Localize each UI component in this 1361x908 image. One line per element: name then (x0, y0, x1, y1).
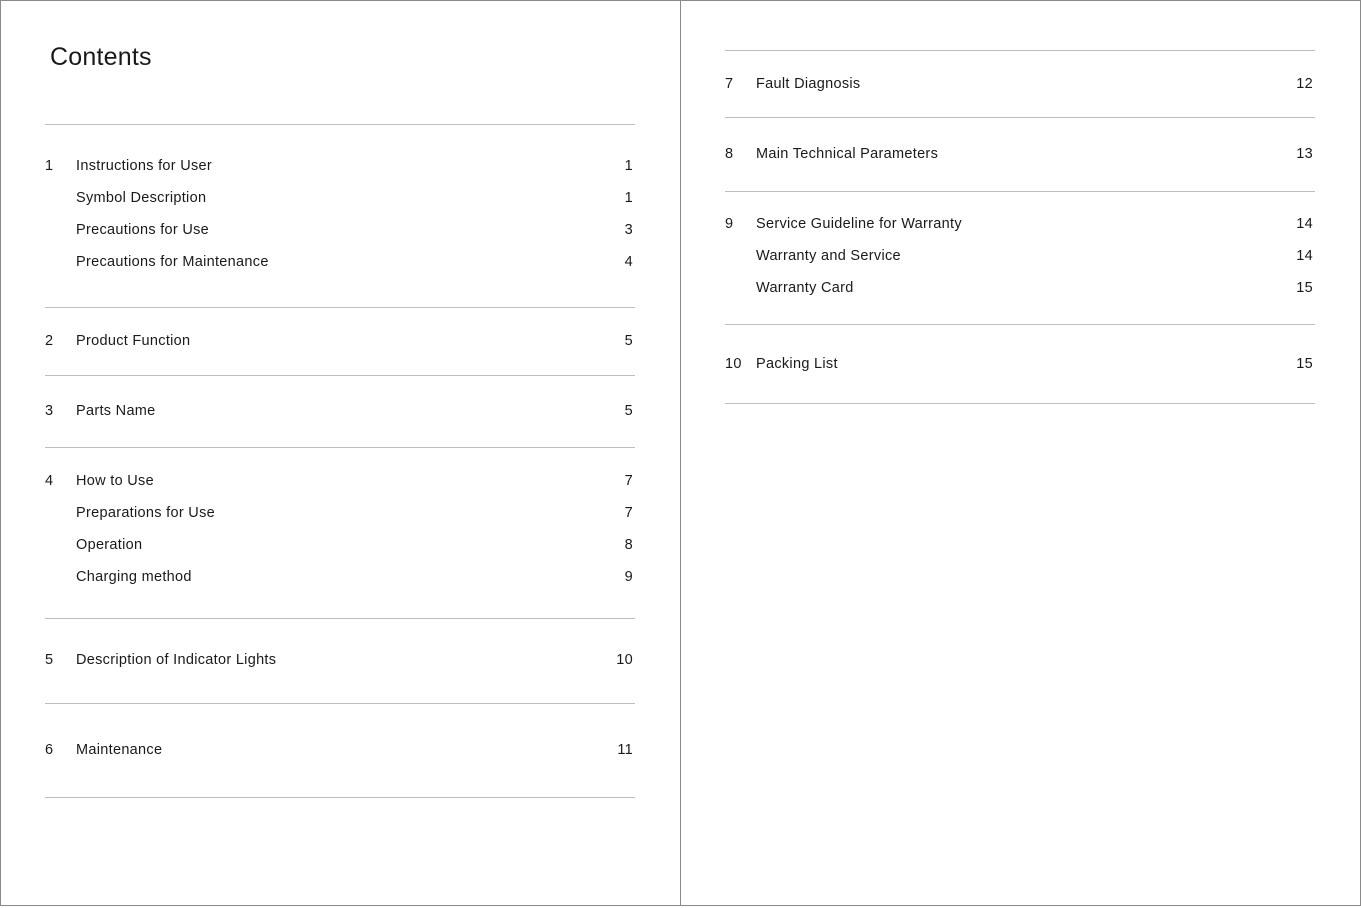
divider (45, 618, 635, 619)
entry-number: 10 (725, 356, 742, 372)
entry-title: Symbol Description (76, 190, 207, 206)
divider (45, 703, 635, 704)
entry-title: Description of Indicator Lights (76, 652, 277, 668)
page-title: Contents (50, 43, 152, 71)
toc-entry[interactable] (725, 143, 1315, 165)
entry-title: Fault Diagnosis (756, 76, 861, 92)
toc-entry[interactable] (45, 534, 635, 556)
entry-title: Service Guideline for Warranty (756, 216, 962, 232)
left-page (0, 0, 682, 906)
entry-page-number: 7 (624, 473, 633, 489)
entry-page-number: 4 (624, 254, 633, 270)
toc-entry[interactable] (725, 277, 1315, 299)
toc-entry[interactable] (45, 155, 635, 177)
toc-entry[interactable] (45, 219, 635, 241)
toc-entry[interactable] (45, 400, 635, 422)
entry-title: Parts Name (76, 403, 156, 419)
divider (725, 50, 1315, 51)
entry-title: Charging method (76, 569, 192, 585)
entry-title: Packing List (756, 356, 838, 372)
divider (45, 375, 635, 376)
entry-page-number: 5 (624, 403, 633, 419)
entry-title: Product Function (76, 333, 191, 349)
entry-title: Preparations for Use (76, 505, 215, 521)
entry-title: Precautions for Maintenance (76, 254, 269, 270)
entry-page-number: 14 (1296, 248, 1313, 264)
toc-entry[interactable] (45, 330, 635, 352)
entry-page-number: 12 (1296, 76, 1313, 92)
entry-page-number: 15 (1296, 280, 1313, 296)
divider (725, 324, 1315, 325)
entry-page-number: 1 (624, 190, 633, 206)
entry-number: 8 (725, 146, 734, 162)
entry-page-number: 11 (617, 742, 633, 758)
entry-page-number: 10 (616, 652, 633, 668)
entry-page-number: 1 (624, 158, 633, 174)
toc-entry[interactable] (725, 245, 1315, 267)
entry-number: 4 (45, 473, 54, 489)
entry-page-number: 3 (624, 222, 633, 238)
entry-number: 1 (45, 158, 54, 174)
entry-page-number: 13 (1296, 146, 1313, 162)
entry-page-number: 15 (1296, 356, 1313, 372)
divider (725, 191, 1315, 192)
toc-entry[interactable] (45, 470, 635, 492)
entry-number: 7 (725, 76, 734, 92)
entry-page-number: 8 (624, 537, 633, 553)
entry-title: Precautions for Use (76, 222, 210, 238)
toc-entry[interactable] (725, 213, 1315, 235)
entry-page-number: 5 (624, 333, 633, 349)
toc-entry[interactable] (45, 187, 635, 209)
entry-number: 6 (45, 742, 54, 758)
toc-entry[interactable] (45, 649, 635, 671)
toc-entry[interactable] (725, 353, 1315, 375)
entry-number: 5 (45, 652, 54, 668)
entry-number: 2 (45, 333, 54, 349)
entry-title: Warranty and Service (756, 248, 901, 264)
toc-entry[interactable] (725, 73, 1315, 95)
entry-page-number: 14 (1296, 216, 1313, 232)
entry-title: How to Use (76, 473, 154, 489)
entry-number: 9 (725, 216, 734, 232)
entry-title: Maintenance (76, 742, 163, 758)
entry-number: 3 (45, 403, 54, 419)
toc-entry[interactable] (45, 502, 635, 524)
entry-page-number: 7 (624, 505, 633, 521)
divider (725, 403, 1315, 404)
toc-entry[interactable] (45, 566, 635, 588)
toc-entry[interactable] (45, 739, 635, 761)
entry-title: Main Technical Parameters (756, 146, 939, 162)
divider (45, 124, 635, 125)
entry-page-number: 9 (624, 569, 633, 585)
divider (45, 797, 635, 798)
entry-title: Warranty Card (756, 280, 854, 296)
divider (725, 117, 1315, 118)
right-page (680, 0, 1361, 906)
divider (45, 307, 635, 308)
toc-entry[interactable] (45, 251, 635, 273)
divider (45, 447, 635, 448)
entry-title: Operation (76, 537, 143, 553)
entry-title: Instructions for User (76, 158, 213, 174)
